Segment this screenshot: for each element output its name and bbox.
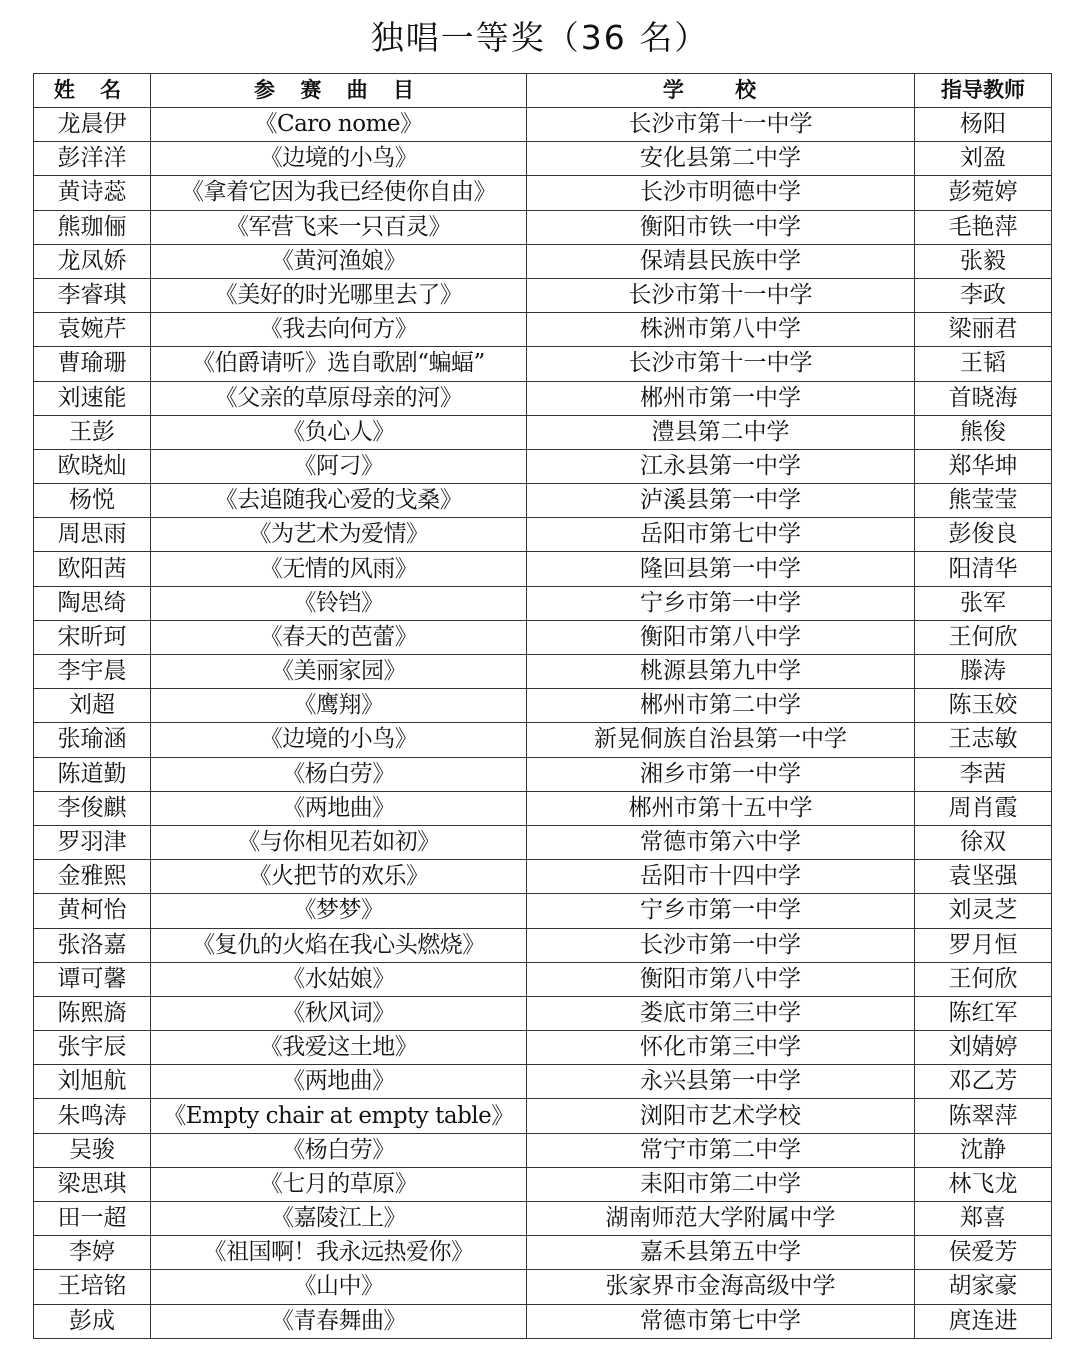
cell-song: 《父亲的草原母亲的河》 <box>151 381 527 415</box>
table-row <box>34 552 1052 586</box>
cell-name: 田一超 <box>34 1202 151 1236</box>
cell-song: 《两地曲》 <box>151 791 527 825</box>
award-table <box>33 73 1052 1339</box>
cell-song: 《我去向何方》 <box>151 313 527 347</box>
table-row <box>34 962 1052 996</box>
table-row <box>34 210 1052 244</box>
cell-song: 《为艺术为爱情》 <box>151 518 527 552</box>
table-row <box>34 1236 1052 1270</box>
cell-song: 《复仇的火焰在我心头燃烧》 <box>151 928 527 962</box>
table-row <box>34 894 1052 928</box>
table-body <box>34 108 1052 1339</box>
table-row <box>34 313 1052 347</box>
cell-school: 宁乡市第一中学 <box>527 586 915 620</box>
cell-teacher: 周肖霞 <box>915 791 1052 825</box>
cell-song: 《Empty chair at empty table》 <box>151 1099 527 1133</box>
cell-song: 《边境的小鸟》 <box>151 142 527 176</box>
cell-song: 《阿刁》 <box>151 449 527 483</box>
cell-teacher: 沈静 <box>915 1133 1052 1167</box>
cell-teacher: 郑喜 <box>915 1202 1052 1236</box>
cell-song: 《火把节的欢乐》 <box>151 860 527 894</box>
cell-song: 《祖国啊！我永远热爱你》 <box>151 1236 527 1270</box>
table-row <box>34 996 1052 1030</box>
cell-name: 黄柯怡 <box>34 894 151 928</box>
cell-name: 刘超 <box>34 689 151 723</box>
cell-teacher: 陈玉姣 <box>915 689 1052 723</box>
table-row <box>34 108 1052 142</box>
cell-school: 桃源县第九中学 <box>527 655 915 689</box>
cell-school: 岳阳市十四中学 <box>527 860 915 894</box>
cell-teacher: 刘盈 <box>915 142 1052 176</box>
cell-name: 曹瑜珊 <box>34 347 151 381</box>
cell-song: 《美好的时光哪里去了》 <box>151 278 527 312</box>
table-row <box>34 655 1052 689</box>
cell-song: 《杨白劳》 <box>151 1133 527 1167</box>
cell-teacher: 彭菀婷 <box>915 176 1052 210</box>
cell-name: 龙凤娇 <box>34 244 151 278</box>
cell-name: 罗羽津 <box>34 825 151 859</box>
cell-school: 耒阳市第二中学 <box>527 1167 915 1201</box>
cell-name: 刘旭航 <box>34 1065 151 1099</box>
cell-school: 郴州市第二中学 <box>527 689 915 723</box>
cell-name: 梁思琪 <box>34 1167 151 1201</box>
cell-school: 株洲市第八中学 <box>527 313 915 347</box>
cell-name: 彭洋洋 <box>34 142 151 176</box>
cell-school: 长沙市明德中学 <box>527 176 915 210</box>
cell-school: 郴州市第十五中学 <box>527 791 915 825</box>
cell-song: 《与你相见若如初》 <box>151 825 527 859</box>
table-row <box>34 586 1052 620</box>
cell-name: 杨悦 <box>34 484 151 518</box>
cell-teacher: 刘婧婷 <box>915 1031 1052 1065</box>
cell-name: 李俊麒 <box>34 791 151 825</box>
table-row <box>34 928 1052 962</box>
cell-song: 《铃铛》 <box>151 586 527 620</box>
cell-song: 《Caro nome》 <box>151 108 527 142</box>
cell-song: 《鹰翔》 <box>151 689 527 723</box>
cell-name: 吴骏 <box>34 1133 151 1167</box>
cell-teacher: 毛艳萍 <box>915 210 1052 244</box>
cell-song: 《负心人》 <box>151 415 527 449</box>
cell-teacher: 邓乙芳 <box>915 1065 1052 1099</box>
table-row <box>34 825 1052 859</box>
cell-song: 《杨白劳》 <box>151 757 527 791</box>
cell-teacher: 杨阳 <box>915 108 1052 142</box>
cell-teacher: 彭俊良 <box>915 518 1052 552</box>
cell-name: 王培铭 <box>34 1270 151 1304</box>
cell-teacher: 熊莹莹 <box>915 484 1052 518</box>
cell-teacher: 袁坚强 <box>915 860 1052 894</box>
table-header-row <box>34 74 1052 108</box>
cell-name: 金雅熙 <box>34 860 151 894</box>
cell-school: 嘉禾县第五中学 <box>527 1236 915 1270</box>
table-row <box>34 347 1052 381</box>
table-row <box>34 1133 1052 1167</box>
table-row <box>34 244 1052 278</box>
cell-teacher: 梁丽君 <box>915 313 1052 347</box>
cell-school: 新晃侗族自治县第一中学 <box>527 723 915 757</box>
cell-teacher: 阳清华 <box>915 552 1052 586</box>
cell-song: 《山中》 <box>151 1270 527 1304</box>
cell-song: 《美丽家园》 <box>151 655 527 689</box>
cell-teacher: 胡家豪 <box>915 1270 1052 1304</box>
header-teacher: 指导教师 <box>915 74 1052 108</box>
table-row <box>34 176 1052 210</box>
cell-name: 袁婉芹 <box>34 313 151 347</box>
cell-song: 《边境的小鸟》 <box>151 723 527 757</box>
cell-song: 《春天的芭蕾》 <box>151 620 527 654</box>
cell-name: 陈熙旖 <box>34 996 151 1030</box>
table-row <box>34 1031 1052 1065</box>
cell-song: 《梦梦》 <box>151 894 527 928</box>
cell-teacher: 熊俊 <box>915 415 1052 449</box>
cell-song: 《拿着它因为我已经使你自由》 <box>151 176 527 210</box>
cell-teacher: 王何欣 <box>915 620 1052 654</box>
header-name: 姓 名 <box>34 74 151 108</box>
cell-name: 张瑜涵 <box>34 723 151 757</box>
table-row <box>34 1167 1052 1201</box>
cell-teacher: 王志敏 <box>915 723 1052 757</box>
cell-song: 《军营飞来一只百灵》 <box>151 210 527 244</box>
cell-school: 长沙市第一中学 <box>527 928 915 962</box>
cell-name: 彭成 <box>34 1304 151 1338</box>
cell-song: 《两地曲》 <box>151 1065 527 1099</box>
cell-school: 隆回县第一中学 <box>527 552 915 586</box>
cell-school: 长沙市第十一中学 <box>527 278 915 312</box>
cell-teacher: 刘灵芝 <box>915 894 1052 928</box>
table-row <box>34 1270 1052 1304</box>
cell-name: 张洛嘉 <box>34 928 151 962</box>
cell-school: 宁乡市第一中学 <box>527 894 915 928</box>
header-school: 学 校 <box>527 74 915 108</box>
cell-name: 李宇晨 <box>34 655 151 689</box>
table-row <box>34 381 1052 415</box>
cell-school: 湖南师范大学附属中学 <box>527 1202 915 1236</box>
table-row <box>34 1065 1052 1099</box>
header-song: 参 赛 曲 目 <box>151 74 527 108</box>
cell-teacher: 王何欣 <box>915 962 1052 996</box>
cell-song: 《青春舞曲》 <box>151 1304 527 1338</box>
cell-school: 长沙市第十一中学 <box>527 108 915 142</box>
cell-teacher: 李茜 <box>915 757 1052 791</box>
cell-school: 衡阳市铁一中学 <box>527 210 915 244</box>
cell-name: 陶思绮 <box>34 586 151 620</box>
table-row <box>34 757 1052 791</box>
table-row <box>34 1202 1052 1236</box>
cell-teacher: 王韬 <box>915 347 1052 381</box>
cell-song: 《嘉陵江上》 <box>151 1202 527 1236</box>
table-row <box>34 484 1052 518</box>
cell-teacher: 侯爱芳 <box>915 1236 1052 1270</box>
cell-name: 宋昕珂 <box>34 620 151 654</box>
cell-teacher: 陈翠萍 <box>915 1099 1052 1133</box>
cell-name: 谭可馨 <box>34 962 151 996</box>
table-row <box>34 449 1052 483</box>
cell-teacher: 林飞龙 <box>915 1167 1052 1201</box>
cell-school: 张家界市金海高级中学 <box>527 1270 915 1304</box>
cell-name: 王彭 <box>34 415 151 449</box>
cell-song: 《伯爵请听》选自歌剧“蝙蝠” <box>151 347 527 381</box>
cell-teacher: 郑华坤 <box>915 449 1052 483</box>
cell-school: 泸溪县第一中学 <box>527 484 915 518</box>
cell-school: 江永县第一中学 <box>527 449 915 483</box>
table-row <box>34 415 1052 449</box>
cell-school: 澧县第二中学 <box>527 415 915 449</box>
cell-school: 常德市第六中学 <box>527 825 915 859</box>
cell-teacher: 滕涛 <box>915 655 1052 689</box>
cell-name: 李睿琪 <box>34 278 151 312</box>
table-row <box>34 1304 1052 1338</box>
cell-school: 怀化市第三中学 <box>527 1031 915 1065</box>
cell-song: 《水姑娘》 <box>151 962 527 996</box>
cell-name: 周思雨 <box>34 518 151 552</box>
cell-school: 郴州市第一中学 <box>527 381 915 415</box>
cell-school: 常宁市第二中学 <box>527 1133 915 1167</box>
table-row <box>34 278 1052 312</box>
cell-teacher: 李政 <box>915 278 1052 312</box>
table-row <box>34 518 1052 552</box>
cell-name: 李婷 <box>34 1236 151 1270</box>
cell-song: 《七月的草原》 <box>151 1167 527 1201</box>
cell-school: 湘乡市第一中学 <box>527 757 915 791</box>
table-row <box>34 620 1052 654</box>
table-row <box>34 723 1052 757</box>
cell-school: 娄底市第三中学 <box>527 996 915 1030</box>
table-row <box>34 791 1052 825</box>
cell-name: 欧阳茜 <box>34 552 151 586</box>
cell-name: 黄诗蕊 <box>34 176 151 210</box>
cell-song: 《秋风词》 <box>151 996 527 1030</box>
cell-song: 《无情的风雨》 <box>151 552 527 586</box>
cell-name: 欧晓灿 <box>34 449 151 483</box>
cell-school: 长沙市第十一中学 <box>527 347 915 381</box>
cell-teacher: 首晓海 <box>915 381 1052 415</box>
table-row <box>34 860 1052 894</box>
cell-song: 《黄河渔娘》 <box>151 244 527 278</box>
cell-school: 岳阳市第七中学 <box>527 518 915 552</box>
table-row <box>34 142 1052 176</box>
table-row <box>34 689 1052 723</box>
cell-teacher: 陈红军 <box>915 996 1052 1030</box>
table-row <box>34 1099 1052 1133</box>
cell-name: 熊珈俪 <box>34 210 151 244</box>
cell-name: 陈道勤 <box>34 757 151 791</box>
cell-name: 龙晨伊 <box>34 108 151 142</box>
cell-song: 《我爱这土地》 <box>151 1031 527 1065</box>
cell-teacher: 张军 <box>915 586 1052 620</box>
cell-school: 衡阳市第八中学 <box>527 620 915 654</box>
cell-school: 衡阳市第八中学 <box>527 962 915 996</box>
cell-name: 朱鸣涛 <box>34 1099 151 1133</box>
cell-teacher: 罗月恒 <box>915 928 1052 962</box>
cell-teacher: 庹连进 <box>915 1304 1052 1338</box>
cell-school: 常德市第七中学 <box>527 1304 915 1338</box>
cell-school: 永兴县第一中学 <box>527 1065 915 1099</box>
cell-school: 浏阳市艺术学校 <box>527 1099 915 1133</box>
cell-name: 张宇辰 <box>34 1031 151 1065</box>
cell-name: 刘速能 <box>34 381 151 415</box>
cell-school: 保靖县民族中学 <box>527 244 915 278</box>
cell-teacher: 徐双 <box>915 825 1052 859</box>
page-title: 独唱一等奖（36 名） <box>370 18 710 57</box>
cell-song: 《去追随我心爱的戈桑》 <box>151 484 527 518</box>
cell-teacher: 张毅 <box>915 244 1052 278</box>
cell-school: 安化县第二中学 <box>527 142 915 176</box>
